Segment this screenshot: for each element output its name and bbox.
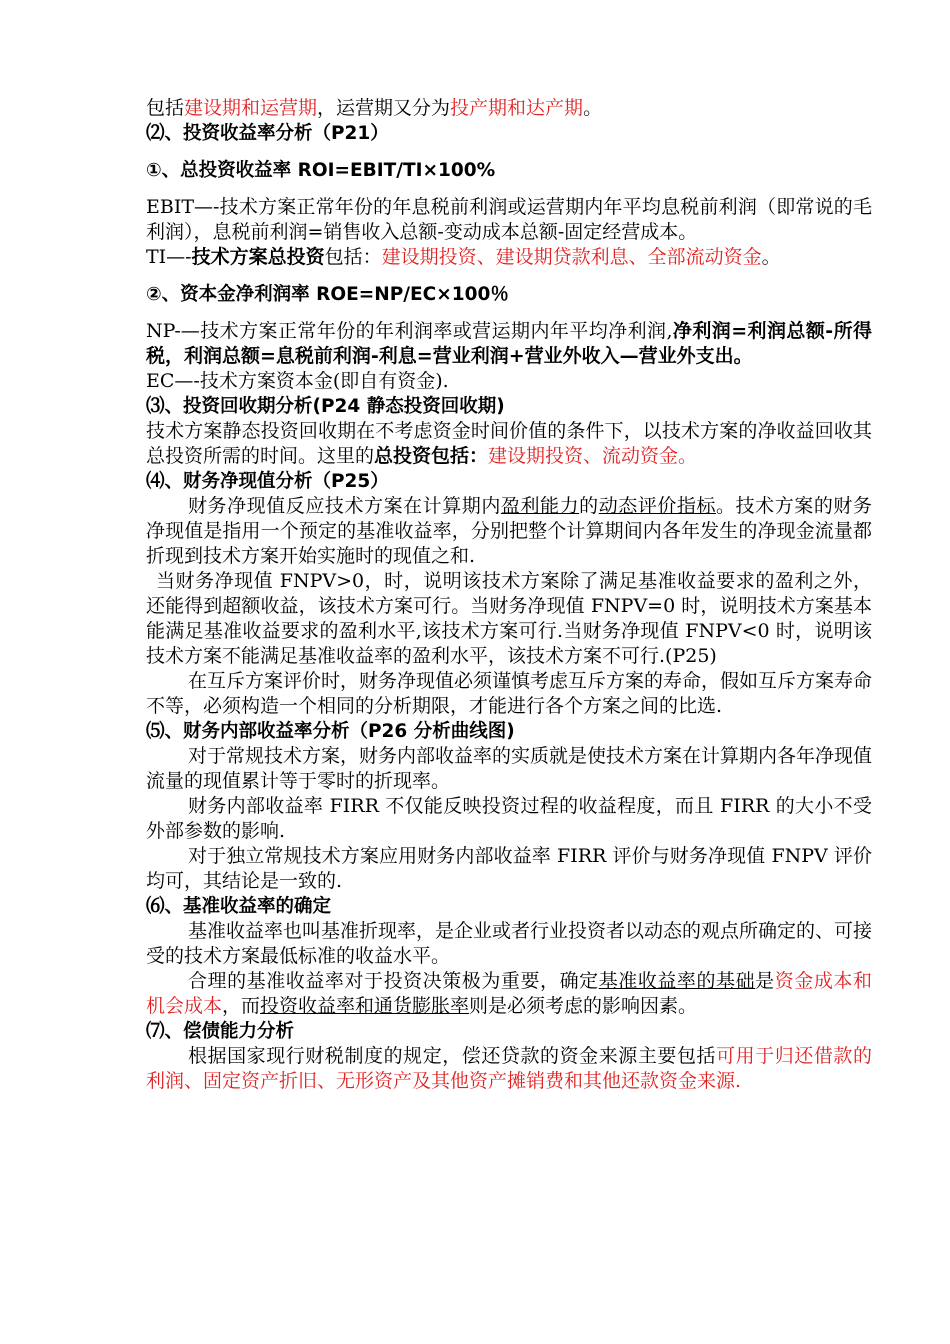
highlight-text: 投产期和达产期	[450, 97, 584, 119]
heading-total-roi: ①、总投资收益率 ROI=EBIT/TI×100%	[146, 160, 496, 181]
text: ，运营期又分为	[317, 97, 451, 119]
text: TI—-	[146, 246, 192, 268]
paragraph-base-rate-basis	[146, 969, 872, 1019]
text: 包括	[146, 97, 185, 119]
bold-text: 技术方案总投资	[191, 246, 325, 268]
heading-base-rate: ⑹、基准收益率的确定	[146, 896, 332, 917]
heading-payback: ⑶、投资回收期分析(P24 静态投资回收期)	[146, 396, 505, 417]
paragraph-base-rate-definition: 基准收益率也叫基准折现率，是企业或者行业投资者以动态的观点所确定的、可接受的技术方案最低标准的收益水平。	[146, 920, 873, 967]
paragraph-ebit: EBIT—-技术方案正常年份的年息税前利润或运营期内年平均息税前利润（即常说的毛利润），息税前利润=销售收入总额-变动成本总额-固定经营成本。	[146, 196, 872, 243]
text: 根据国家现行财税制度的规定，偿还贷款的资金来源主要包括	[188, 1045, 717, 1067]
paragraph-ec: EC—-技术方案资本金(即自有资金).	[146, 370, 449, 392]
paragraph-npv-criteria: 当财务净现值 FNPV>0，时，说明该技术方案除了满足基准收益要求的盈利之外，还能得到超额收益，该技术方案可行。当财务净现值 FNPV=0 时，说明技术方案基本能满足基准收益要求的盈利水平,该技术方案可行.当财务净现值 FNPV<0 时，说明该技术方案不能满足基准收益率的盈利水平，该技术方案不可行.(P25)	[146, 570, 872, 667]
paragraph-irr-definition: 对于常规技术方案，财务内部收益率的实质就是使技术方案在计算期内各年净现值流量的现值累计等于零时的折现率。	[146, 745, 873, 792]
highlight-text: 建设期和运营期	[184, 97, 318, 119]
paragraph-debt-sources	[146, 1044, 872, 1094]
heading-roi-analysis: ⑵、投资收益率分析（P21）	[146, 123, 389, 144]
text: 。	[583, 97, 603, 119]
heading-roe: ②、资本金净利润率 ROE=NP/EC×100％	[146, 284, 509, 305]
text: NP-—技术方案正常年份的年利润率或营运期内年平均净利润,	[146, 320, 673, 342]
text: 是	[755, 970, 775, 992]
paragraph-periods	[146, 96, 872, 121]
text: 则是必须考虑的影响因素。	[469, 995, 698, 1017]
highlight-text: 建设期投资、建设期贷款利息、全部流动资金	[381, 246, 762, 268]
bold-text: 净利润=利润总额-所得税，利润总额=息税前利润-利息=营业利润+营业外收入—营业外支出。	[146, 320, 872, 367]
text: 包括：	[324, 246, 382, 268]
bold-text: 总投资包括：	[374, 445, 489, 467]
paragraph-np	[146, 319, 872, 369]
text: 财务净现值反应技术方案在计算期内	[188, 495, 501, 517]
highlight-text: 资金成本和机会成本	[146, 970, 872, 1017]
highlight-text: 可用于归还借款的利润、固定资产折旧、无形资产及其他资产摊销费和其他还款资金来源	[146, 1045, 872, 1092]
highlight-text: 建设期投资、流动资金。	[488, 445, 698, 467]
highlight-text: .	[735, 1070, 742, 1092]
paragraph-payback	[146, 419, 872, 469]
underlined-text: 盈利能力	[500, 495, 580, 517]
text: ，而	[222, 995, 261, 1017]
text: 。	[761, 246, 781, 268]
underlined-text: 投资收益率和通货膨胀率	[260, 995, 470, 1017]
text: 合理的基准收益率对于投资决策极为重要，确定	[188, 970, 599, 992]
underlined-text: 基准收益率的基础	[598, 970, 756, 992]
paragraph-npv-definition	[146, 494, 872, 569]
paragraph-ti	[146, 245, 872, 270]
paragraph-irr-property: 财务内部收益率 FIRR 不仅能反映投资过程的收益程度，而且 FIRR 的大小不受外部参数的影响.	[146, 795, 872, 842]
paragraph-irr-conclusion: 对于独立常规技术方案应用财务内部收益率 FIRR 评价与财务净现值 FNPV 评价均可，其结论是一致的.	[146, 845, 872, 892]
text: 。技术方案的财务净现值是指用一个预定的基准收益率，分别把整个计算期间内各年发生的净现金流量都折现到技术方案开始实施时的现值之和.	[146, 495, 872, 567]
text: 的	[579, 495, 599, 517]
text: 技术方案静态投资回收期在不考虑资金时间价值的条件下，以技术方案的净收益回收其总投资所需的时间。这里的	[146, 420, 872, 467]
heading-irr: ⑸、财务内部收益率分析（P26 分析曲线图)	[146, 721, 515, 742]
heading-npv: ⑷、财务净现值分析（P25）	[146, 471, 389, 492]
heading-debt-capacity: ⑺、偿债能力分析	[146, 1021, 295, 1042]
paragraph-npv-mutually-exclusive: 在互斥方案评价时，财务净现值必须谨慎考虑互斥方案的寿命，假如互斥方案寿命不等，必须构造一个相同的分析期限，才能进行各个方案之间的比选.	[146, 670, 873, 717]
underlined-text: 动态评价指标	[598, 495, 717, 517]
